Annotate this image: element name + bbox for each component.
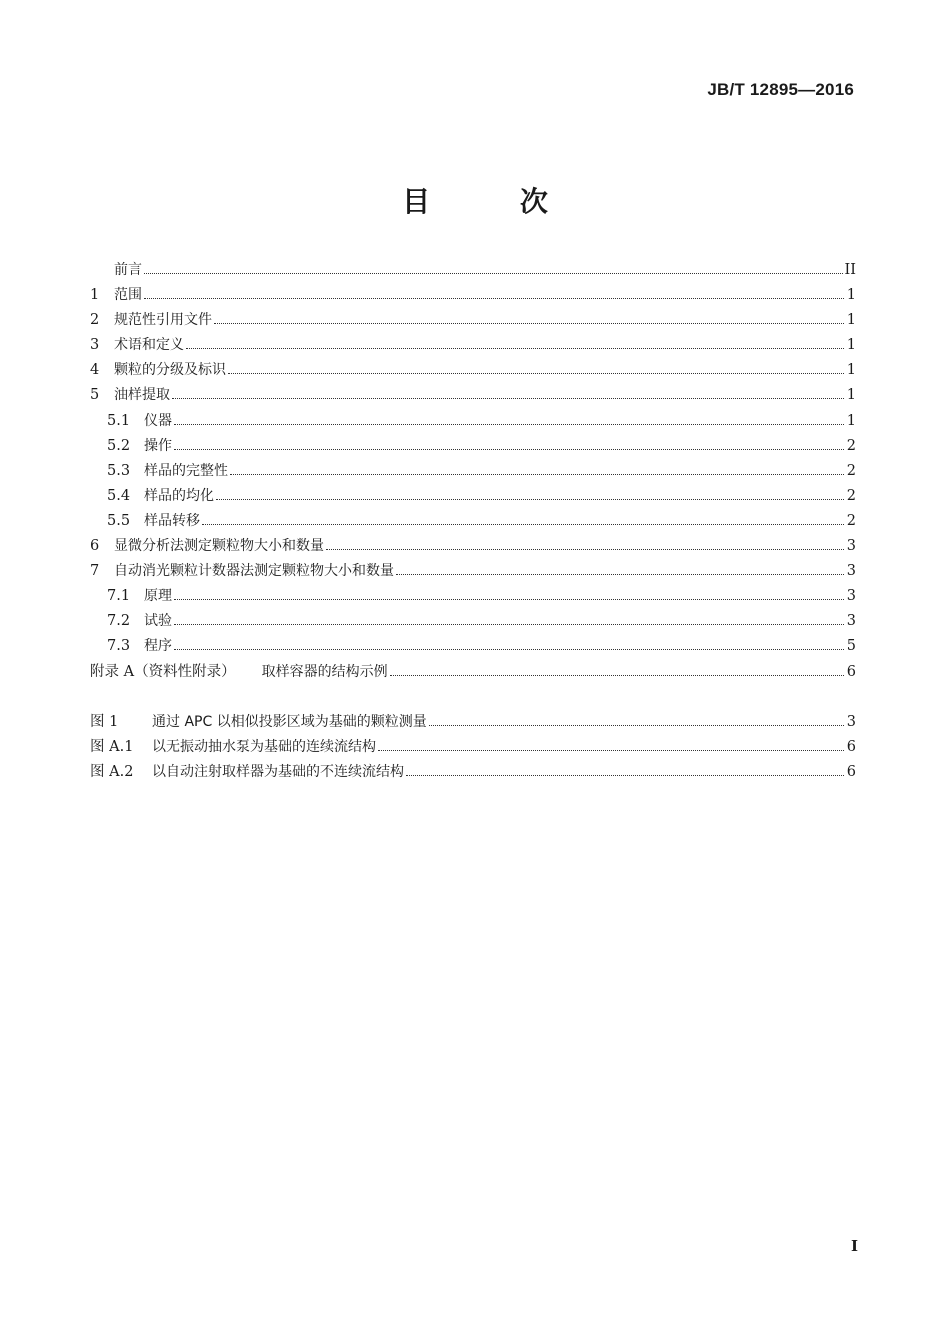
figure-number: 图 A.1 [90,738,134,755]
toc-entry[interactable] [90,634,856,659]
toc-entry[interactable] [90,559,856,584]
page-ref: 1 [846,387,856,404]
dot-leader [230,474,844,475]
page-ref: 6 [846,738,856,755]
toc-entry[interactable] [90,358,856,383]
section-title: 油样提取 [114,387,170,404]
toc-entry[interactable] [90,609,856,634]
section-number: 3 [90,337,100,354]
toc-entry[interactable] [90,283,856,308]
dot-leader [144,273,843,274]
dot-leader [172,398,844,399]
figure-entry[interactable] [90,710,856,735]
dot-leader [429,725,844,726]
section-number: 7.2 [107,613,131,630]
page-ref: 2 [846,462,856,479]
toc-entry[interactable] [90,660,856,685]
dot-leader [378,750,844,751]
toc-entry[interactable] [90,409,856,434]
page-ref: 3 [846,588,856,605]
section-number: 2 [90,312,100,329]
toc-entry[interactable] [90,584,856,609]
dot-leader [406,775,844,776]
section-title: 术语和定义 [114,337,184,354]
dot-leader [216,499,844,500]
section-gap [90,685,856,710]
section-number: 7.1 [107,588,131,605]
figure-number: 图 1 [90,713,119,730]
page-ref: 5 [846,638,856,655]
section-title: 范围 [114,287,142,304]
section-title: 前言 [114,262,142,278]
page-ref: 3 [846,613,856,630]
section-title: 颗粒的分级及标识 [114,362,226,379]
dot-leader [174,424,844,425]
section-number: 5.2 [107,437,131,454]
section-title: 样品转移 [144,512,200,529]
dot-leader [186,348,844,349]
dot-leader [202,524,844,525]
figure-title: 以无振动抽水泵为基础的连续流结构 [152,738,376,755]
page-ref: 3 [846,538,856,555]
toc-entry[interactable] [90,509,856,534]
section-number: 附录 A（资料性附录） [90,663,236,680]
table-of-contents [90,258,856,785]
page-ref: 1 [846,287,856,304]
section-number: 5.3 [107,462,131,479]
figure-entry[interactable] [90,735,856,760]
dot-leader [326,549,844,550]
toc-entry[interactable] [90,434,856,459]
page-ref: 6 [846,763,856,780]
toc-entry[interactable] [90,383,856,408]
section-title: 操作 [144,437,172,454]
figure-number: 图 A.2 [90,763,134,780]
dot-leader [144,298,844,299]
section-title: 程序 [144,638,172,655]
page-ref: II [844,262,856,278]
dot-leader [174,449,844,450]
toc-entry[interactable] [90,308,856,333]
dot-leader [228,373,844,374]
section-title: 规范性引用文件 [114,312,212,329]
section-number: 5 [90,387,100,404]
toc-entry[interactable] [90,333,856,358]
figure-entry[interactable] [90,760,856,785]
section-number: 7 [90,563,100,580]
page-ref: 2 [846,437,856,454]
page-ref: 2 [846,487,856,504]
toc-entry[interactable] [90,258,856,283]
section-number: 4 [90,362,100,379]
section-number: 7.3 [107,638,131,655]
section-title: 仪器 [144,412,172,429]
figure-title: 通过 APC 以相似投影区域为基础的颗粒测量 [152,713,427,730]
section-number: 5.5 [107,512,131,529]
dot-leader [174,649,844,650]
section-number: 5.4 [107,487,131,504]
figure-title: 以自动注射取样器为基础的不连续流结构 [152,763,404,780]
page-ref: 1 [846,362,856,379]
section-number: 6 [90,538,100,555]
toc-entry[interactable] [90,484,856,509]
page-ref: 3 [846,563,856,580]
dot-leader [214,323,844,324]
page-ref: 1 [846,337,856,354]
dot-leader [390,675,844,676]
section-title: 试验 [144,613,172,630]
dot-leader [174,599,844,600]
dot-leader [174,624,844,625]
page-ref: 3 [846,713,856,730]
toc-entry[interactable] [90,534,856,559]
dot-leader [396,574,844,575]
section-title: 取样容器的结构示例 [261,663,388,680]
page-ref: 6 [846,663,856,680]
page-number: I [850,1237,858,1255]
page-ref: 2 [846,512,856,529]
toc-entry[interactable] [90,459,856,484]
section-title: 自动消光颗粒计数器法测定颗粒物大小和数量 [114,563,394,580]
page-title: 目 次 [402,185,588,218]
page-ref: 1 [846,412,856,429]
section-title: 显微分析法测定颗粒物大小和数量 [114,538,324,555]
section-title: 样品的完整性 [144,462,228,479]
section-number: 1 [90,287,100,304]
standard-code: JB/T 12895—2016 [707,80,854,99]
section-title: 样品的均化 [144,487,214,504]
page-ref: 1 [846,312,856,329]
section-number: 5.1 [107,412,131,429]
section-title: 原理 [144,588,172,605]
